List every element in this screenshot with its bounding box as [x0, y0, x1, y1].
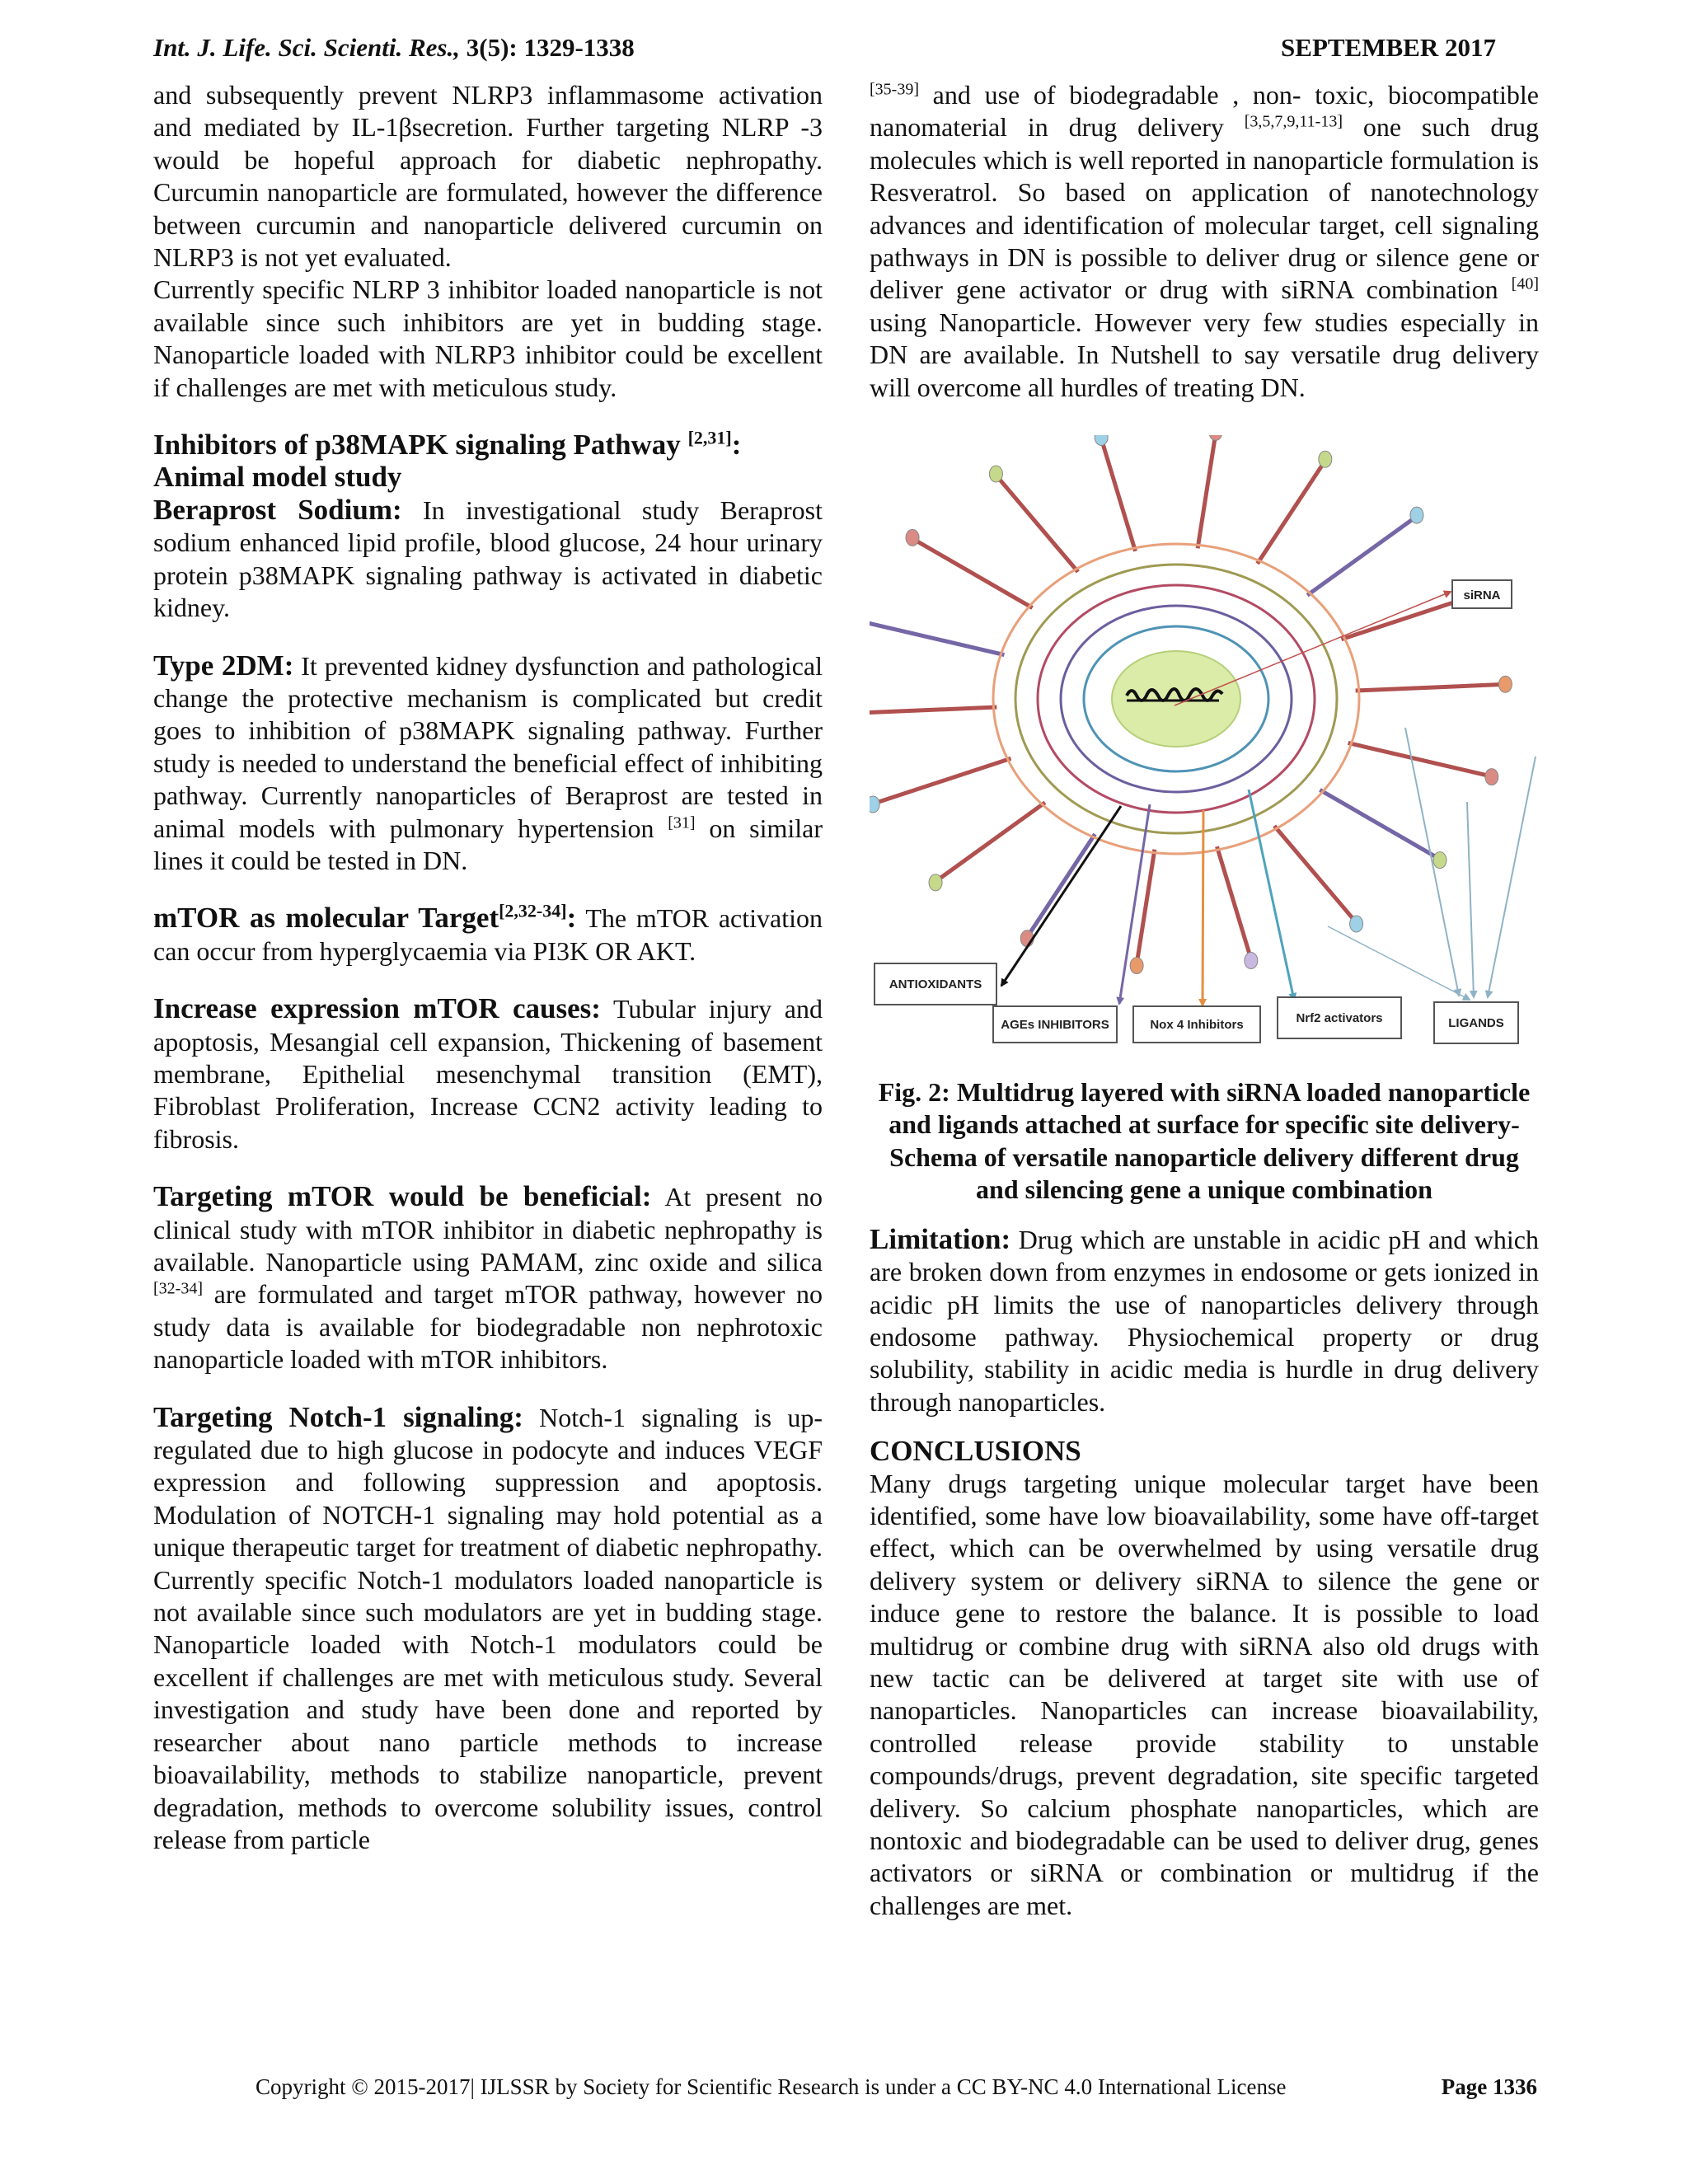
- citation: [35-39]: [870, 80, 919, 99]
- ligand-head: [1485, 769, 1498, 785]
- run-in-heading: Increase expression mTOR causes:: [153, 992, 601, 1025]
- run-in-heading: Limitation:: [870, 1222, 1011, 1255]
- svg-text:AGEs INHIBITORS: AGEs INHIBITORS: [1001, 1018, 1109, 1033]
- ligand-spoke: [1217, 846, 1250, 954]
- citation: [2,32-34]: [499, 900, 567, 921]
- volume-pages: 3(5): 1329-1338: [460, 33, 635, 62]
- paragraph-beraprost: Beraprost Sodium: In investigational study Beraprost sodium enhanced lipid profile, blood glucose, 24 hour urinary protein p38MAPK signaling pathway is activated in diabetic kidney.: [153, 493, 823, 623]
- ligand-head: [1209, 435, 1222, 440]
- ligand-spoke: [940, 803, 1045, 879]
- ligand-spoke: [1258, 465, 1323, 564]
- nanoparticle-diagram: [870, 435, 1539, 1062]
- ligand-head: [870, 796, 879, 813]
- run-in-heading: Targeting Notch-1 signaling:: [153, 1400, 523, 1433]
- label-nrf2-activators: [1278, 997, 1401, 1038]
- ligand-spoke: [1000, 480, 1078, 572]
- svg-text:LIGANDS: LIGANDS: [1448, 1016, 1504, 1031]
- paragraph-type2dm: Type 2DM: It prevented kidney dysfunction and pathological change the protective mechanism is complicated but credit goes to inhibition of p38MAPK signaling pathway. Further study is needed to understand the beneficial effect of inhibiting pathway. Currently nanoparticles of Beraprost are tested in animal models with pulmonary hypertension [31] on similar lines it could be tested in DN.: [153, 649, 823, 875]
- ligand-head: [1245, 953, 1258, 969]
- ligand-spoke: [1274, 826, 1353, 918]
- ligand-spoke: [917, 541, 1032, 607]
- paragraph-nlrp3-inhibitor: Currently specific NLRP 3 inhibitor loaded nanoparticle is not available since such inhibitors are yet in budding stage. Nanoparticle loaded with NLRP3 inhibitor could be excellent if challenges are met with meticulous study.: [153, 274, 823, 402]
- left-column: [153, 79, 823, 1856]
- ligand-spoke: [879, 758, 1010, 802]
- ligand-head: [1410, 507, 1423, 523]
- svg-text:Nox 4 Inhibitors: Nox 4 Inhibitors: [1150, 1018, 1244, 1033]
- label-ligands: [1434, 1002, 1518, 1043]
- ligand-head: [906, 529, 919, 546]
- citation: [3,5,7,9,11-13]: [1244, 112, 1343, 131]
- ligand-head: [1350, 916, 1363, 932]
- paragraph-mtor-target: mTOR as molecular Target[2,32-34]: The mTOR activation can occur from hyperglycaemia via PI3K OR AKT.: [153, 900, 823, 966]
- ligand-spoke: [1198, 438, 1215, 548]
- paragraph-nanomaterial: [35-39] and use of biodegradable , non- toxic, biocompatible nanomaterial in drug delivery [3,5,7,9,11-13] one such drug molecules which is well reported in nanoparticle formulation is Resveratrol. So based on application of nanotechnology advances and identification of molecular target, cell signaling pathways in DN is possible to deliver drug or silence gene or deliver gene activator or drug with siRNA combination [40] using Nanoparticle. However very few studies especially in DN are available. In Nutshell to say versatile drug delivery will overcome all hurdles of treating DN.: [870, 80, 1540, 402]
- figure-caption: Fig. 2: Multidrug layered with siRNA loaded nanoparticle and ligands attached at surface for specific site delivery- Schema of versatile nanoparticle delivery different drug and silencing gene a unique combination: [878, 1077, 1531, 1205]
- ligand-spoke: [870, 707, 996, 713]
- citation: [32-34]: [153, 1279, 203, 1298]
- section-heading-p38mapk: Inhibitors of p38MAPK signaling Pathway [2,31]:: [153, 427, 742, 462]
- paragraph-conclusions: Many drugs targeting unique molecular target have been identified, some have low bioavailability, some have off-target effect, which can be overwhelmed by using versatile drug delivery system or delivery siRNA to silence the gene or induce gene to restore the balance. It is possible to load multidrug or combine drug with siRNA also old drugs with new tactic can be delivered at target site with use of nanoparticles. Nanoparticles can increase bioavailability, controlled release provide stability to unstable compounds/drugs, prevent degradation, site specific targeted delivery. So calcium phosphate nanoparticles, which are nontoxic and biodegradable can be used to deliver drug, genes activators or siRNA or combination or multidrug if the challenges are met.: [870, 1468, 1539, 1920]
- svg-text:Nrf2 activators: Nrf2 activators: [1296, 1011, 1383, 1026]
- copyright-notice: Copyright © 2015-2017| IJLSSR by Society for Scientific Research is under a CC BY-NC 4.0 International License: [256, 2074, 1287, 2099]
- ligand-spoke: [870, 623, 1004, 655]
- citation: [40]: [1511, 274, 1539, 293]
- citation: [31]: [668, 813, 696, 832]
- label-ages-inhibitors: [993, 1006, 1117, 1043]
- paragraph-targeting-mtor: Targeting mTOR would be beneficial: At present no clinical study with mTOR inhibitor in diabetic nephropathy is available. Nanoparticle using PAMAM, zinc oxide and silica [32-34] are formulated and target mTOR pathway, however no study data is available for biodegradable non nephrotoxic nanoparticle loaded with mTOR inhibitors.: [153, 1180, 823, 1375]
- ligand-head: [1130, 958, 1143, 974]
- ligand-spoke: [1320, 790, 1434, 855]
- figure-nanoparticle-schema: [870, 435, 1539, 1062]
- right-column: [870, 79, 1539, 1922]
- paragraph-notch1: Targeting Notch-1 signaling: Notch-1 signaling is up-regulated due to high glucose in podocyte and induces VEGF expression and following suppression and apoptosis. Modulation of NOTCH-1 signaling may hold potential as a unique therapeutic target for treatment of diabetic nephropathy. Currently specific Notch-1 modulators loaded nanoparticle is not available since such modulators are yet in budding stage. Nanoparticle loaded with Notch-1 modulators could be excellent if challenges are met with meticulous study. Several investigation and study have been done and reported by researcher about nano particle methods to increase bioavailability, methods to stabilize nanoparticle, prevent degradation, methods to overcome solubility issues, control release from particle: [153, 1400, 823, 1854]
- paragraph-nlrp3: and subsequently prevent NLRP3 inflammasome activation and mediated by IL-1βsecretion. Further targeting NLRP -3 would be hopeful approach for diabetic nephropathy. Curcumin nanoparticle are formulated, however the difference between curcumin and nanoparticle delivered curcumin on NLRP3 is not yet evaluated.: [153, 80, 823, 273]
- svg-text:siRNA: siRNA: [1463, 588, 1501, 603]
- ligand-head: [1433, 852, 1447, 869]
- ligand-spoke: [1103, 443, 1136, 551]
- ligand-head: [1319, 451, 1332, 467]
- svg-text:ANTIOXIDANTS: ANTIOXIDANTS: [889, 977, 982, 992]
- ligand-head: [989, 466, 1002, 482]
- running-header-date: SEPTEMBER 2017: [1281, 33, 1496, 62]
- citation: [2,31]: [687, 427, 732, 448]
- run-in-heading: Beraprost Sodium:: [153, 493, 402, 526]
- label-antioxidants: [874, 963, 996, 1005]
- run-in-heading: Targeting mTOR would be beneficial:: [153, 1180, 652, 1213]
- run-in-heading: Type 2DM:: [153, 649, 294, 682]
- ligand-spoke: [1030, 834, 1095, 933]
- section-subheading-animal-model: Animal model study: [153, 461, 402, 494]
- ligand-spoke: [1307, 520, 1412, 596]
- ligand-head: [1498, 676, 1512, 692]
- layer-rings: [993, 544, 1359, 854]
- ligand-spoke: [1356, 685, 1499, 691]
- paragraph-limitation: Limitation: Drug which are unstable in acidic pH and which are broken down from enzymes in endosome or gets ionized in acidic pH limits the use of nanoparticles delivery through endosome pathway. Physiochemical property or drug solubility, stability in acidic media is hurdle in drug delivery through nanoparticles.: [870, 1222, 1539, 1417]
- section-heading-conclusions: CONCLUSIONS: [870, 1435, 1081, 1468]
- ligand-head: [929, 874, 942, 891]
- paragraph-mtor-causes: Increase expression mTOR causes: Tubular injury and apoptosis, Mesangial cell expansion, Thickening of basement membrane, Epithelial mesenchymal transition (EMT), Fibroblast Proliferation, Increase CCN2 activity leading to fibrosis.: [153, 992, 823, 1154]
- label-nox4-inhibitors: [1133, 1006, 1260, 1043]
- run-in-heading: mTOR as molecular Target[2,32-34]:: [153, 900, 577, 935]
- page-number: Page 1336: [1441, 2074, 1537, 2099]
- ligand-spoke: [1348, 743, 1486, 775]
- journal-name: Int. J. Life. Sci. Scienti. Res.,: [153, 33, 460, 62]
- ligand-head: [1095, 435, 1108, 446]
- running-header-citation: [153, 33, 635, 63]
- label-sirna: [1452, 580, 1512, 608]
